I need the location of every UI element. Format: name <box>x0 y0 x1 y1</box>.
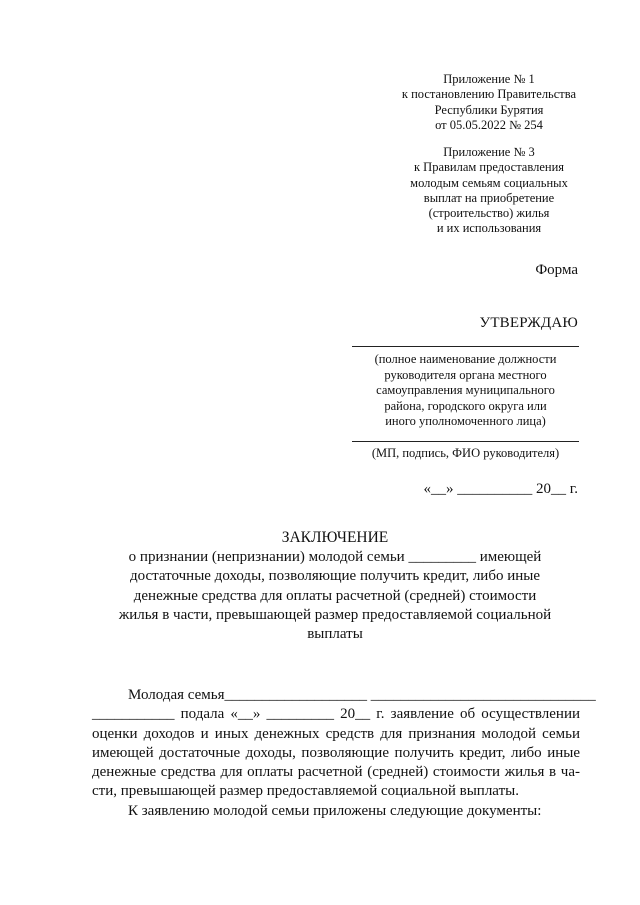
subtitle-line: денежные средства для оплаты расчетной (средней) стоимости <box>133 587 537 604</box>
appendix-3-line: молодым семьям социальных <box>410 175 568 190</box>
body-line: денежные средства для оплаты расчетной (средней) стоимости жилья в ча- <box>92 764 580 781</box>
appendix-3-line: и их использования <box>436 221 542 236</box>
appendix-1-line: Приложение № 1 <box>443 72 535 86</box>
appendix-1-header <box>386 72 592 133</box>
position-signature-line <box>352 346 579 347</box>
position-caption <box>352 352 579 430</box>
appendix-1-line: к постановлению Правительства <box>401 87 577 102</box>
subtitle-line: о признании (непризнании) молодой семьи _________ имеющей <box>128 549 542 565</box>
form-label: Форма <box>535 262 578 278</box>
position-caption-line: руководителя органа местного <box>384 367 547 382</box>
subtitle-line: выплаты <box>307 626 363 643</box>
body-paragraph <box>92 686 596 821</box>
appendix-3-line: Приложение № 3 <box>443 145 535 159</box>
position-caption-line: района, городского округа или <box>384 398 547 413</box>
signature-caption: (МП, подпись, ФИО руководителя) <box>371 446 560 460</box>
body-line: оценки доходов и иных денежных средств для признания молодой семьи <box>92 725 580 742</box>
position-caption-line: самоуправления муниципального <box>376 383 555 398</box>
body-line: К заявлению молодой семьи приложены следующие документы: <box>128 802 542 819</box>
body-line: ___________ подала «__» _________ 20__ г. заявление об осуществлении <box>92 706 580 723</box>
subtitle-line: жилья в части, превышающей размер предоставляемой социальной <box>118 606 552 623</box>
signature-line <box>352 441 579 442</box>
document-title: ЗАКЛЮЧЕНИЕ <box>281 529 389 546</box>
appendix-3-line: (строительство) жилья <box>428 206 550 221</box>
appendix-3-line: выплат на приобретение <box>423 190 555 205</box>
position-caption-line: иного уполномоченного лица) <box>385 414 546 429</box>
subtitle-line: достаточные доходы, позволяющие получить кредит, либо иные <box>129 568 541 585</box>
appendix-3-header <box>386 145 592 237</box>
appendix-1-line: Республики Бурятия <box>434 102 544 117</box>
document-subtitle <box>100 548 570 644</box>
position-caption-line: (полное наименование должности <box>374 352 557 366</box>
body-line: Молодая семья___________________ ______________________________ <box>128 687 596 703</box>
body-line: сти, превышающей размер предоставляемой социальной выплаты. <box>92 783 519 800</box>
approval-date-line: «__» __________ 20__ г. <box>423 481 578 497</box>
approval-heading: УТВЕРЖДАЮ <box>479 315 578 331</box>
appendix-1-line: от 05.05.2022 № 254 <box>435 117 543 132</box>
body-line: имеющей достаточные доходы, позволяющие получить кредит, либо иные <box>92 744 580 761</box>
appendix-3-line: к Правилам предоставления <box>413 160 565 175</box>
